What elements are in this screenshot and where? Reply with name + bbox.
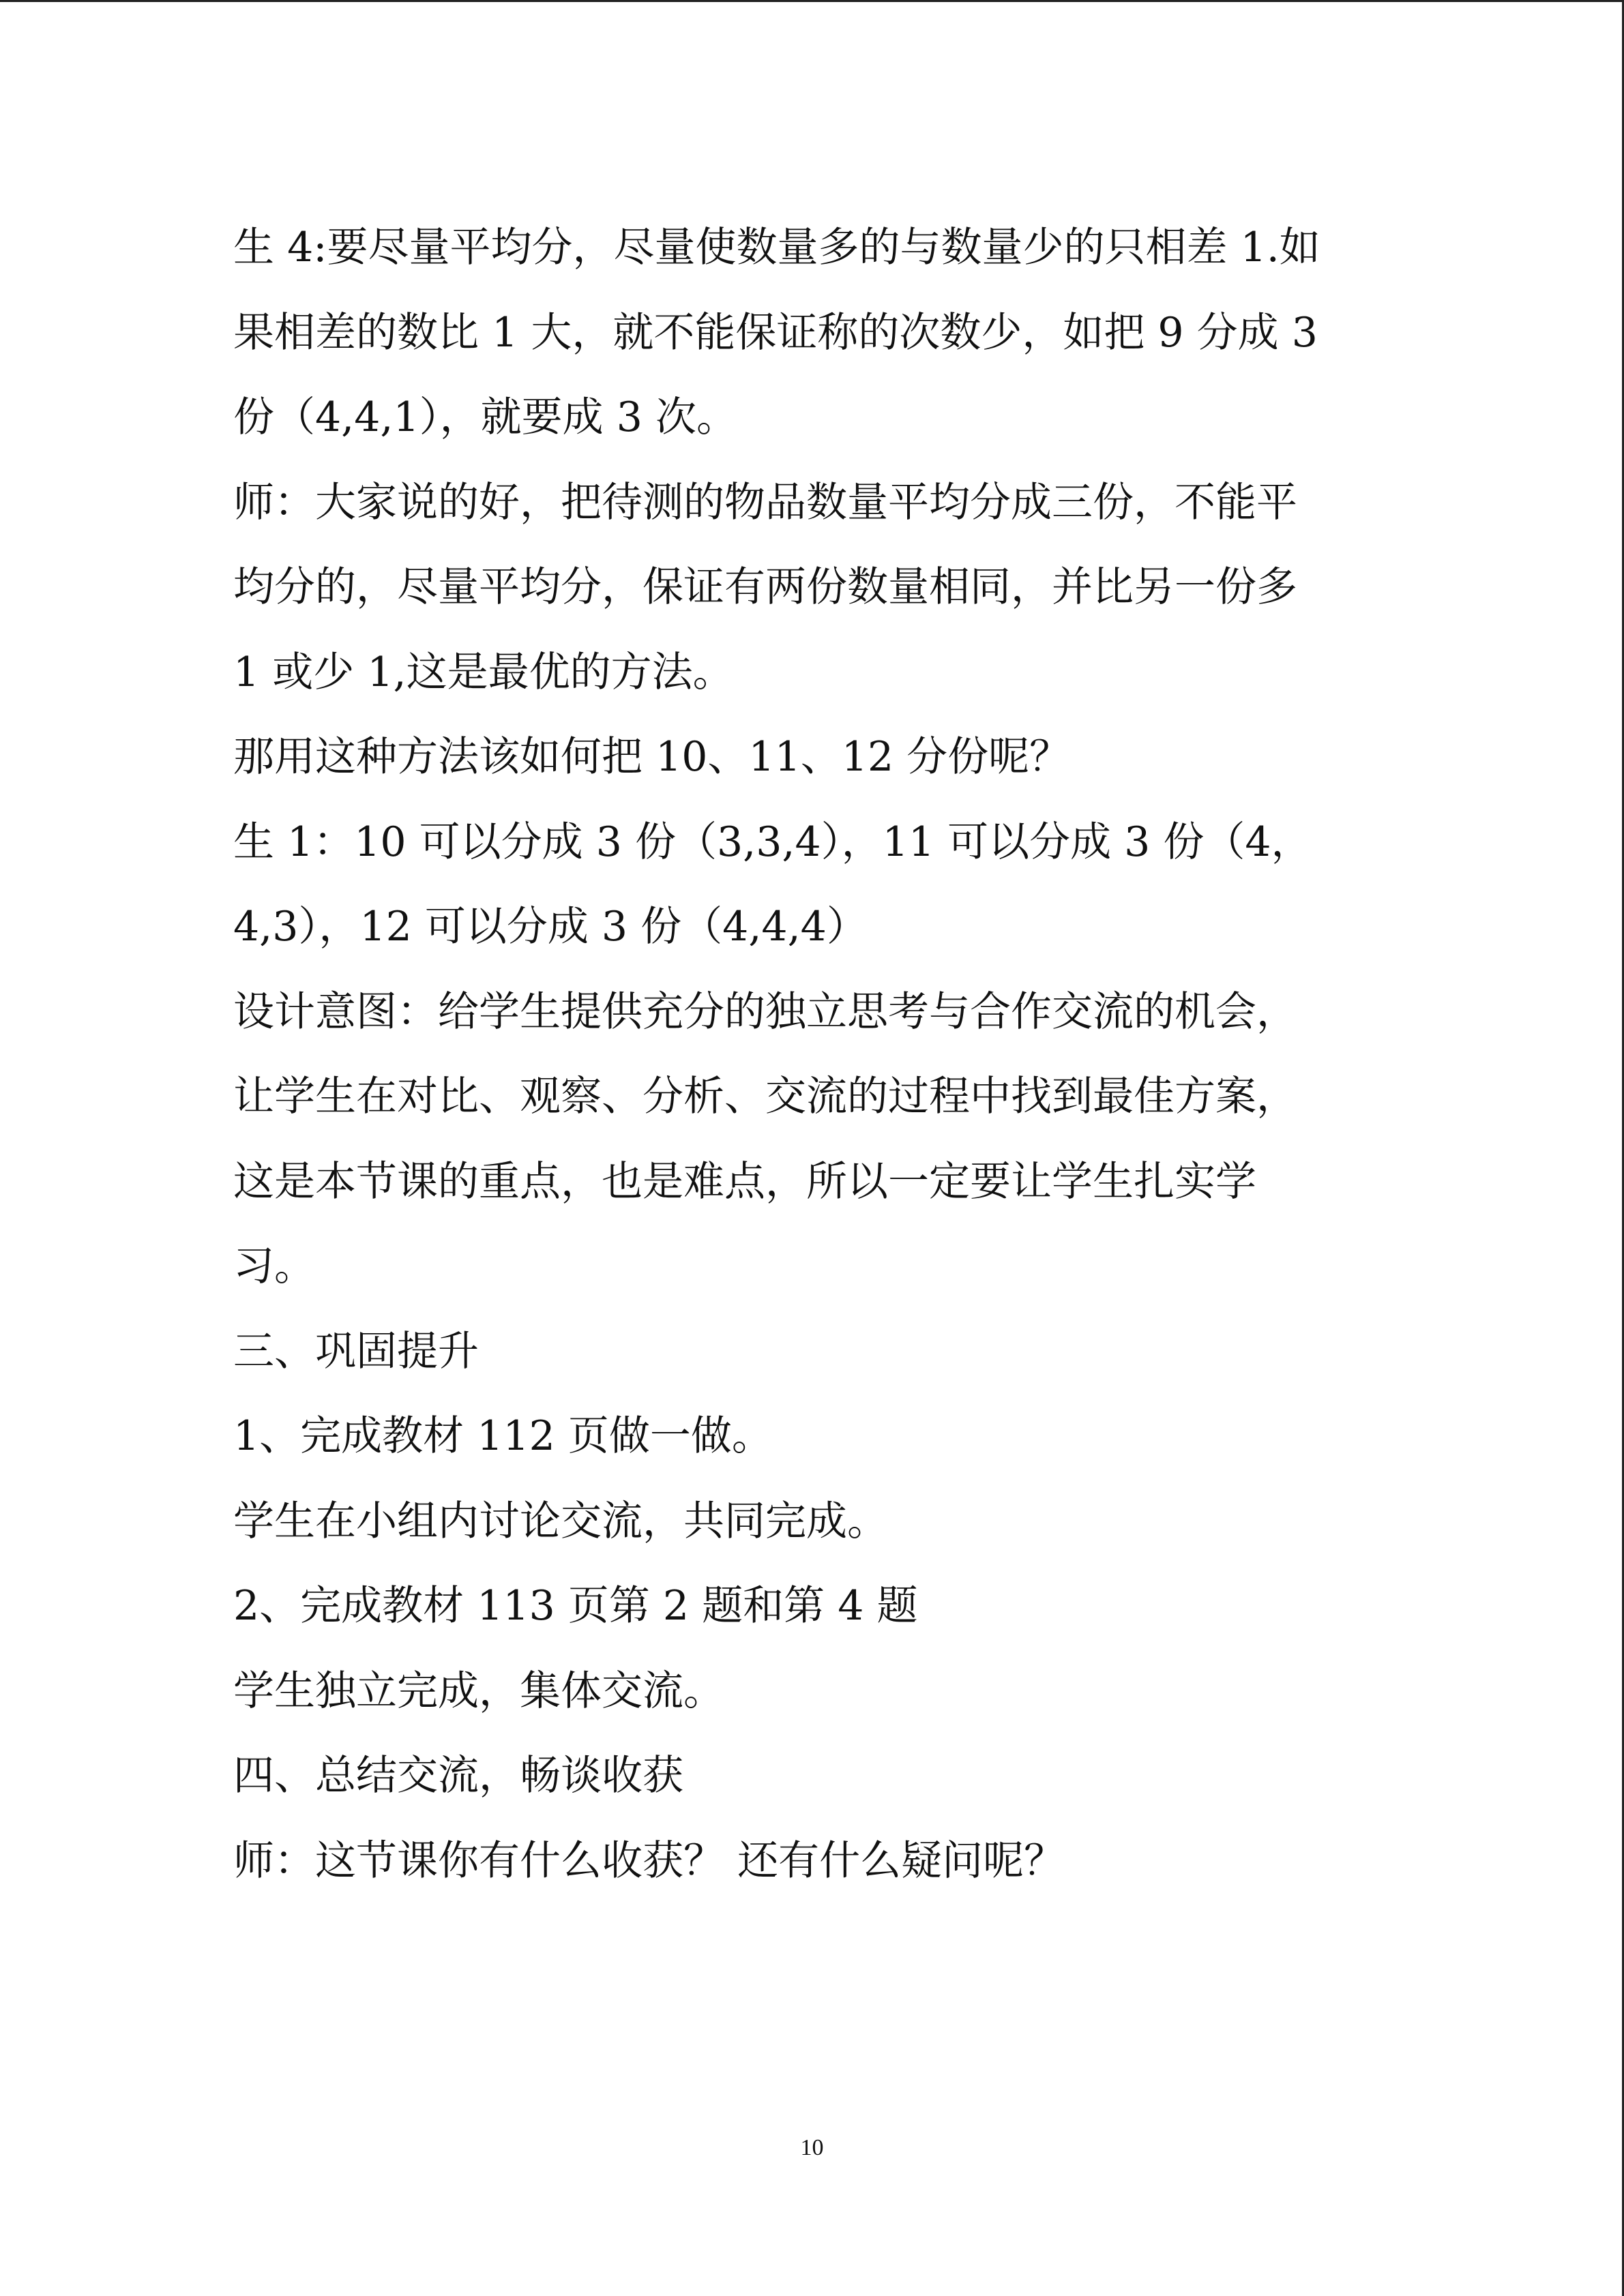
text-line: 师：这节课你有什么收获？ 还有什么疑问呢？ <box>233 1836 1065 1885</box>
text-line: 师：大家说的好，把待测的物品数量平均分成三份，不能平 <box>233 478 1297 526</box>
text-line: 让学生在对比、观察、分析、交流的过程中找到最佳方案， <box>233 1073 1297 1120</box>
text-line: 份（4,4,1），就要成 3 次。 <box>233 393 737 441</box>
text-line: 习。 <box>233 1242 315 1290</box>
text-line: 2、完成教材 113 页第 2 题和第 4 题 <box>233 1582 918 1630</box>
text-line: 那用这种方法该如何把 10、11、12 分份呢？ <box>233 733 1071 781</box>
text-line: 1 或少 1,这是最优的方法。 <box>233 648 734 696</box>
text-line: 均分的，尽量平均分，保证有两份数量相同，并比另一份多 <box>233 563 1297 611</box>
text-line: 1、完成教材 112 页做一做。 <box>233 1412 773 1460</box>
text-line: 学生独立完成，集体交流。 <box>233 1667 724 1715</box>
text-line: 生 4:要尽量平均分，尽量使数量多的与数量少的只相差 1.如 <box>233 224 1320 271</box>
text-line: 学生在小组内讨论交流，共同完成。 <box>233 1497 888 1545</box>
text-line: 生 1：10 可以分成 3 份（3,3,4），11 可以分成 3 份（4， <box>233 818 1312 866</box>
text-line: 这是本节课的重点，也是难点，所以一定要让学生扎实学 <box>233 1157 1256 1206</box>
text-line: 4,3），12 可以分成 3 份（4,4,4） <box>233 903 868 951</box>
body-text <box>233 205 1393 1903</box>
section-heading: 三、巩固提升 <box>233 1327 479 1375</box>
text-line: 设计意图：给学生提供充分的独立思考与合作交流的机会， <box>233 987 1297 1036</box>
page-number: 10 <box>800 2135 824 2160</box>
text-line: 果相差的数比 1 大，就不能保证称的次数少，如把 9 分成 3 <box>233 308 1318 357</box>
section-heading: 四、总结交流，畅谈收获 <box>233 1752 683 1800</box>
